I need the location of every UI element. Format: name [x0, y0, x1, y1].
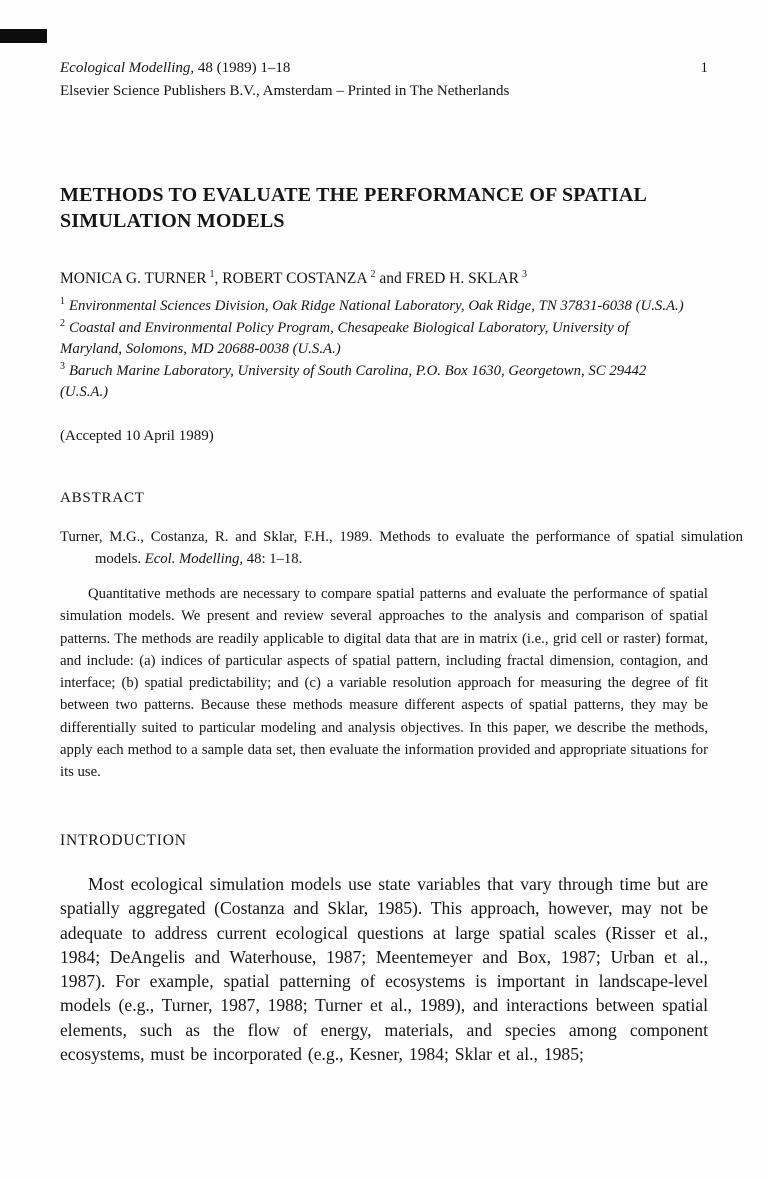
author-affiliation-ref: 1 [209, 268, 215, 280]
affiliation-text: Baruch Marine Laboratory, University of South Carolina, P.O. Box 1630, Georgetown, SC 29442 (U.S.A.) [60, 362, 647, 401]
author-separator: , [214, 270, 223, 287]
author-name: FRED H. SKLAR [405, 270, 519, 287]
affiliation-item [60, 361, 690, 404]
citation-pages: 48: 1–18. [243, 551, 303, 568]
page-number: 1 [700, 60, 708, 76]
journal-citation [60, 57, 290, 80]
author-name: MONICA G. TURNER [60, 270, 207, 287]
affiliations [60, 296, 690, 404]
abstract-paragraph: Quantitative methods are necessary to compare spatial patterns and evaluate the performance of spatial simulation models. We present and review several approaches to the analysis and comparison of spatial patterns. The methods are readily applicable to digital data that are in matrix (i.e., grid cell or raster) format, and include: (a) indices of particular aspects of spatial pattern, including fractal dimension, contagion, and interface; (b) spatial predictability; and (c) a variable resolution approach for measuring the degree of fit between two patterns. Because these methods measure different aspects of spatial patterns, they may be differentially suited to particular modeling and analysis objectives. In this paper, we describe the methods, apply each method to a sample data set, then evaluate the information provided and appropriate situations for its use. [60, 586, 708, 781]
accepted-date: (Accepted 10 April 1989) [60, 428, 214, 444]
journal-header [60, 57, 708, 80]
author-name: ROBERT COSTANZA [222, 270, 368, 287]
affiliation-number: 3 [60, 360, 65, 372]
author-separator: and [375, 270, 406, 287]
affiliation-text: Coastal and Environmental Policy Program, Chesapeake Biological Laboratory, University of Maryland, Solomons, MD 20688-0038 (U.S.A.) [60, 319, 629, 358]
scan-artifact-mark [0, 29, 47, 43]
introduction-heading: INTRODUCTION [60, 832, 187, 849]
abstract-citation [60, 526, 743, 570]
author-affiliation-ref: 2 [370, 268, 376, 280]
affiliation-item [60, 318, 690, 361]
journal-name: Ecological Modelling, [60, 60, 195, 76]
author-line [60, 269, 708, 289]
abstract-heading: ABSTRACT [60, 490, 145, 506]
affiliation-text: Environmental Sciences Division, Oak Ridge National Laboratory, Oak Ridge, TN 37831-6038 (U.S.A.) [69, 298, 684, 314]
publisher-line: Elsevier Science Publishers B.V., Amsterdam – Printed in The Netherlands [60, 83, 510, 99]
citation-journal-name: Ecol. Modelling, [144, 551, 244, 568]
affiliation-number: 2 [60, 317, 65, 329]
introduction-paragraph: Most ecological simulation models use state variables that vary through time but are spatially aggregated (Costanza and Sklar, 1985). This approach, however, may not be adequate to address current ecological questions at large spatial scales (Risser et al., 1984; DeAngelis and Waterhouse, 1987; Meentemeyer and Box, 1987; Urban et al., 1987). For example, spatial patterning of ecosystems is important in landscape-level models (e.g., Turner, 1987, 1988; Turner et al., 1989), and interactions between spatial elements, such as the flow of energy, materials, and species among component ecosystems, must be incorporated (e.g., Kesner, 1984; Sklar et al., 1985; [60, 874, 708, 1065]
journal-issue: 48 (1989) 1–18 [194, 60, 291, 76]
affiliation-number: 1 [60, 296, 65, 308]
paper-title: METHODS TO EVALUATE THE PERFORMANCE OF SPATIAL SIMULATION MODELS [60, 184, 646, 232]
affiliation-item [60, 296, 690, 318]
author-affiliation-ref: 3 [521, 268, 527, 280]
citation-text: Turner, M.G., Costanza, R. and Sklar, F.H., 1989. Methods to evaluate the performance of spatial simulation models. [60, 529, 743, 568]
